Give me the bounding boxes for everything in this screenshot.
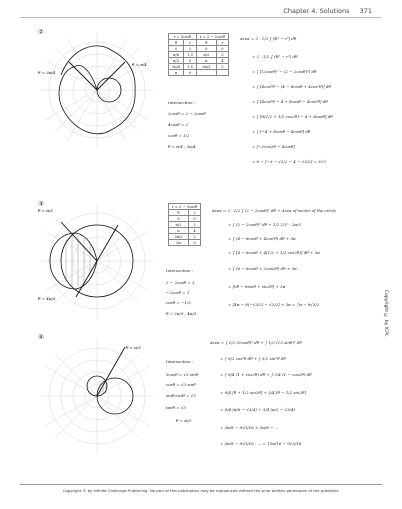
- table-row: 2π 0: [169, 240, 201, 246]
- table-cell: θ: [196, 40, 216, 46]
- math-line: tanθ = √3: [166, 405, 186, 410]
- math-line: = ∫ (4 − 8cosθ + 4cos²θ) dθ + 3π: [228, 236, 296, 241]
- graph2-label-2: θ = π/4: [132, 62, 147, 67]
- math-line: = 5π/8 − 9√3/16 · ... = 15π/16 − 9√3/16: [220, 441, 302, 446]
- math-line: 2 − 2cosθ = 3: [166, 280, 195, 285]
- table-row: 3π/2 2: [169, 234, 201, 240]
- math-line: = ∫ [(2cosθ)² − (2 − 2cosθ)²] dθ: [252, 69, 317, 74]
- footer-copyright: Copyright © by Infinite Challenge Publishing. No part of this publication may be reproduced without the prior written permission of the publisher.: [62, 488, 340, 493]
- math-line: = [4π − 8(−√3/2) − √3/2] + 3π = 7π − 9√3/2: [228, 302, 320, 307]
- table-row: 0 0: [169, 216, 201, 222]
- math-line: cosθ = −1/2: [166, 300, 191, 305]
- table-3-header: r = 2 − 2cosθ: [169, 204, 201, 210]
- math-line: = ∫ 9/4 (1 + cos2θ) dθ + ∫ 3/4 (1 − cos2θ) dθ: [220, 372, 312, 377]
- math-line: Area = 2 · 1/2 ∫ (2 − 2cosθ)² dθ + Area of sector of the circle: [212, 208, 336, 213]
- math-line: = 6 − [−3 − √3/2 − 4 − √3/2] = 3√3: [252, 159, 326, 164]
- math-line: θ = 2π/3 , 4π/3: [166, 311, 197, 316]
- math-line: = ∫ [4cos²θ − (4 − 8cosθ + 4cos²θ)] dθ: [252, 84, 331, 89]
- math-line: 4cosθ = 2: [168, 122, 189, 127]
- math-line: = ∫ [8(1/2 + 1/2 cos2θ) − 4 + 8cosθ] dθ: [252, 114, 333, 119]
- table-cell: θ: [169, 40, 184, 46]
- chapter-title: Chapter 4. Solutions: [283, 7, 350, 15]
- math-line: cosθ = 1/2: [168, 133, 190, 138]
- math-line: sinθ/cosθ = √3: [166, 393, 196, 398]
- table-row: π 0: [169, 70, 229, 76]
- math-line: = ∫ [−4 + 8cosθ − 4cosθ] dθ: [252, 129, 311, 134]
- intersection-label: Intersection :: [168, 100, 196, 105]
- math-line: = [−2cos2θ − 4cosθ]: [252, 144, 295, 149]
- math-line: = 3π/8 − 9√3/16 + 3π/8 − ...: [220, 425, 279, 430]
- math-line: = ∫ [4 − 8cosθ + 4(1/2 + 1/2 cos2θ)] dθ + 3π: [228, 250, 320, 255]
- intersection-label: Intersection :: [166, 359, 194, 364]
- math-line: θ = π/3: [176, 418, 191, 423]
- table-cell: r: [188, 210, 200, 216]
- table-2: [168, 33, 229, 76]
- math-line: = 9/4 (π/6 − √3/4) + 3/4 (π/2 − √3/4): [220, 407, 295, 412]
- page-header: [275, 7, 372, 15]
- table-2-header-2: r = 2 − 2cosθ: [196, 34, 228, 40]
- table-3: [168, 203, 201, 246]
- table-row: π/6 1.5 π/2 2: [169, 52, 229, 58]
- graph3-label-1: θ = π/3: [38, 208, 53, 213]
- table-row: π/2 0 π 4: [169, 58, 229, 64]
- graph3-label-2: θ = 4π/3: [38, 296, 56, 301]
- header-rule: [20, 17, 382, 18]
- table-cell: θ: [169, 210, 189, 216]
- page-number: 371: [359, 7, 372, 15]
- intersection-label: Intersection :: [166, 268, 194, 273]
- math-line: θ = π/4 , 3π/4: [168, 144, 196, 149]
- table-row: π 4: [169, 228, 201, 234]
- math-line: 3cosθ = √3 sinθ: [166, 372, 199, 377]
- math-line: = 2 · 1/2 ∫ (R² − r²) dθ: [252, 54, 298, 59]
- math-line: Area = 2 · 1/2 ∫ [R² − r²] dθ: [240, 36, 297, 41]
- math-line: −2cosθ = 1: [166, 290, 190, 295]
- math-line: = [6θ − 8sinθ + sin2θ] + 3π: [228, 284, 286, 289]
- polar-graph-3: [36, 200, 158, 322]
- table-cell: r: [216, 40, 228, 46]
- table-2-header-1: r = 2cosθ: [169, 34, 197, 40]
- graph4-label-1: θ = π/3: [126, 345, 141, 350]
- math-line: = ∫ [4cos²θ − 4 + 8cosθ − 4cos²θ] dθ: [252, 99, 328, 104]
- math-line: = ∫ 9/2 cos²θ dθ + ∫ 3/2 sin²θ dθ: [220, 356, 286, 361]
- table-row: π/2 2: [169, 222, 201, 228]
- math-line: Area = ∫ 1/2 (3cosθ)² dθ + ∫ 1/2 (√3 sinθ)² dθ: [210, 340, 302, 345]
- math-line: cosθ = √3 sinθ: [166, 382, 196, 387]
- table-cell: r: [184, 40, 197, 46]
- polar-graph-4: [36, 335, 158, 457]
- polar-graph-2: [36, 30, 158, 150]
- table-row: 5π/6 1.5 3π/2 2: [169, 64, 229, 70]
- side-copyright: Copyright © by ICPL: [383, 290, 388, 337]
- graph2-label-1: θ = 3π/4: [38, 70, 56, 75]
- footer-rule: [20, 484, 382, 485]
- problem-2-number: ②: [38, 28, 44, 36]
- math-line: = ∫ (6 − 8cosθ + 2cos2θ) dθ + 3π: [228, 266, 297, 271]
- math-line: 2cosθ = 2 − 2cosθ: [168, 111, 206, 116]
- math-line: = 9/4 [θ + 1/2 sin2θ] + 3/4 [θ − 1/2 sin2θ]: [220, 390, 306, 395]
- table-row: 0 2 0 0: [169, 46, 229, 52]
- math-line: = ∫ (2 − 2cosθ)² dθ + 1/2 (2)² · 2π/3: [228, 222, 301, 227]
- problem-4-number: ④: [38, 333, 44, 341]
- problem-3-number: ③: [38, 200, 44, 208]
